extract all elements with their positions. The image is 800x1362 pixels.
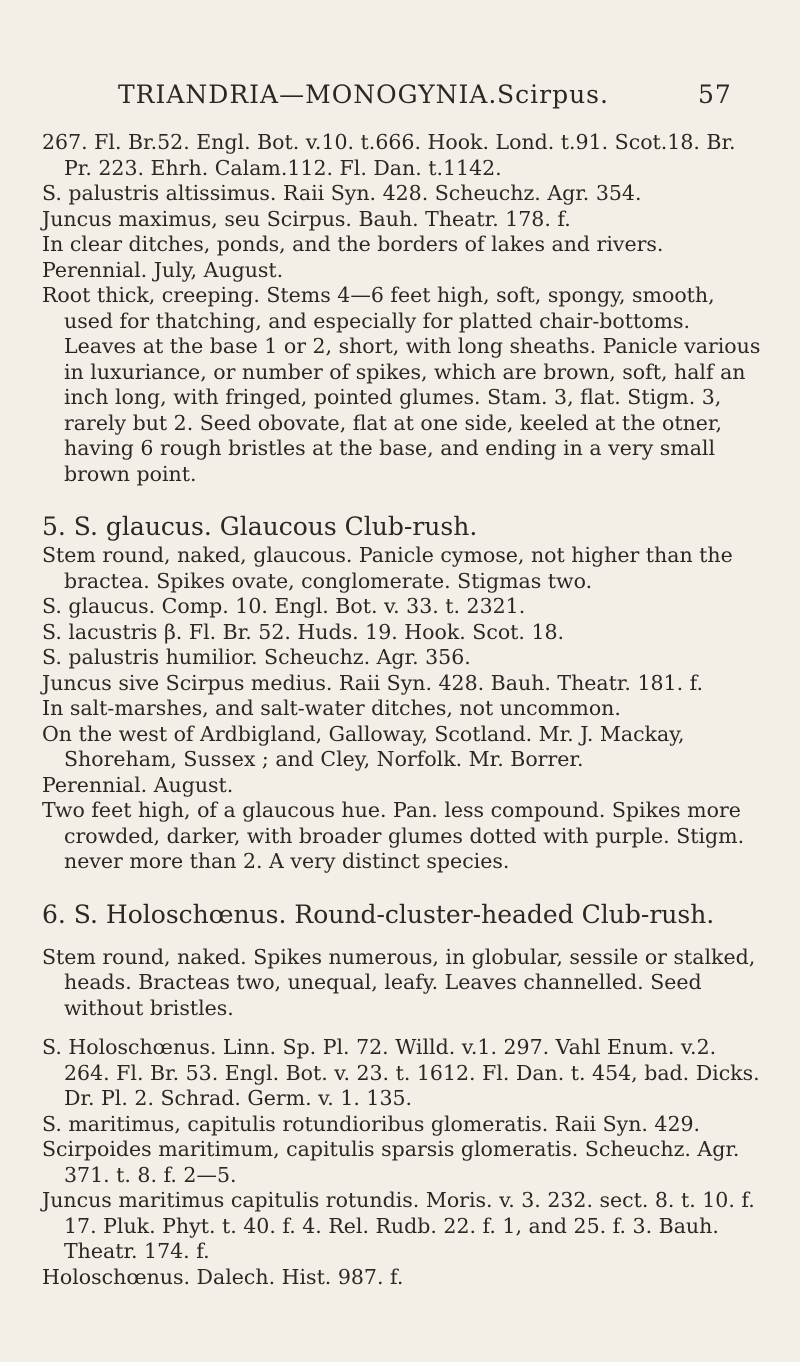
reference-line: S. Holoschœnus. Linn. Sp. Pl. 72. Willd. v.1. 297. Vahl Enum. v.2. 264. Fl. Br. 53. Engl. Bot. v. 23. t. 1612. Fl. Dan. t. 454, bad. Dicks. Dr. Pl. 2. Schrad. Germ. v. 1. 135. [42, 1035, 760, 1110]
header-title: TRIANDRIA—MONOGYNIA. [118, 80, 498, 109]
diagnosis-line: Stem round, naked. Spikes numerous, in globular, sessile or stalked, heads. Bracteas two, unequal, leafy. Leaves channelled. Seed without bristles. [42, 944, 756, 1020]
page-body [42, 130, 762, 1290]
reference-line: S. lacustris β. Fl. Br. 52. Huds. 19. Hook. Scot. 18. [42, 619, 565, 644]
reference-line: S. maritimus, capitulis rotundioribus glomeratis. Raii Syn. 429. [42, 1111, 701, 1136]
description-paragraph: Root thick, creeping. Stems 4—6 feet high, soft, spongy, smooth, used for thatching, and especially for platted chair-bottoms. Leaves at the base 1 or 2, short, with long sheaths. Panicle various in luxuriance, or number of spikes, which are brown, soft, half an inch long, with fringed, pointed glumes. Stam. 3, flat. Stigm. 3, rarely but 2. Seed obovate, flat at one side, keeled at the otner, having 6 rough bristles at the base, and ending in a very small brown point. [42, 283, 761, 486]
reference-line: Juncus sive Scirpus medius. Raii Syn. 428. Bauh. Theatr. 181. f. [42, 670, 703, 695]
running-header [0, 80, 800, 120]
habitat-line: In clear ditches, ponds, and the borders of lakes and rivers. [42, 232, 664, 256]
diagnosis-line: Stem round, naked, glaucous. Panicle cymose, not higher than the bractea. Spikes ovate, conglomerate. Stigmas two. [42, 543, 733, 593]
reference-line: S. glaucus. Comp. 10. Engl. Bot. v. 33. t. 2321. [42, 594, 526, 618]
synonym-line: S. palustris altissimus. Raii Syn. 428. Scheuchz. Agr. 354. [42, 181, 642, 205]
locality-line: On the west of Ardbigland, Galloway, Scotland. Mr. J. Mackay, Shoreham, Sussex ; and Cley, Norfolk. Mr. Borrer. [42, 721, 685, 771]
reference-line: S. palustris humilior. Scheuchz. Agr. 356. [42, 645, 471, 669]
habitat-line: In salt-marshes, and salt-water ditches, not uncommon. [42, 696, 621, 720]
duration-line: Perennial. July, August. [42, 257, 284, 282]
species-heading: 6. S. Holoschœnus. Round-cluster-headed Club-rush. [42, 899, 715, 929]
reference-line: Holoschœnus. Dalech. Hist. 987. f. [42, 1264, 404, 1289]
duration-line: Perennial. August. [42, 772, 234, 797]
header-genus: Scirpus. [497, 80, 609, 109]
species-heading: 5. S. glaucus. Glaucous Club-rush. [42, 512, 478, 541]
reference-line: Scirpoides maritimum, capitulis sparsis glomeratis. Scheuchz. Agr. 371. t. 8. f. 2—5. [42, 1137, 740, 1187]
page-number: 57 [698, 80, 732, 109]
description-paragraph: Two feet high, of a glaucous hue. Pan. less compound. Spikes more crowded, darker, with broader glumes dotted with purple. Stigm. never more than 2. A very distinct species. [42, 798, 745, 873]
reference-line: 267. Fl. Br.52. Engl. Bot. v.10. t.666. Hook. Lond. t.91. Scot.18. Br. Pr. 223. Ehrh. Calam.112. Fl. Dan. t.1142. [42, 130, 736, 180]
reference-line: Juncus maritimus capitulis rotundis. Moris. v. 3. 232. sect. 8. t. 10. f. 17. Pluk. Phyt. t. 40. f. 4. Rel. Rudb. 22. f. 1, and 25. f. 3. Bauh. Theatr. 174. f. [42, 1188, 755, 1263]
synonym-line: Juncus maximus, seu Scirpus. Bauh. Theatr. 178. f. [42, 206, 571, 231]
